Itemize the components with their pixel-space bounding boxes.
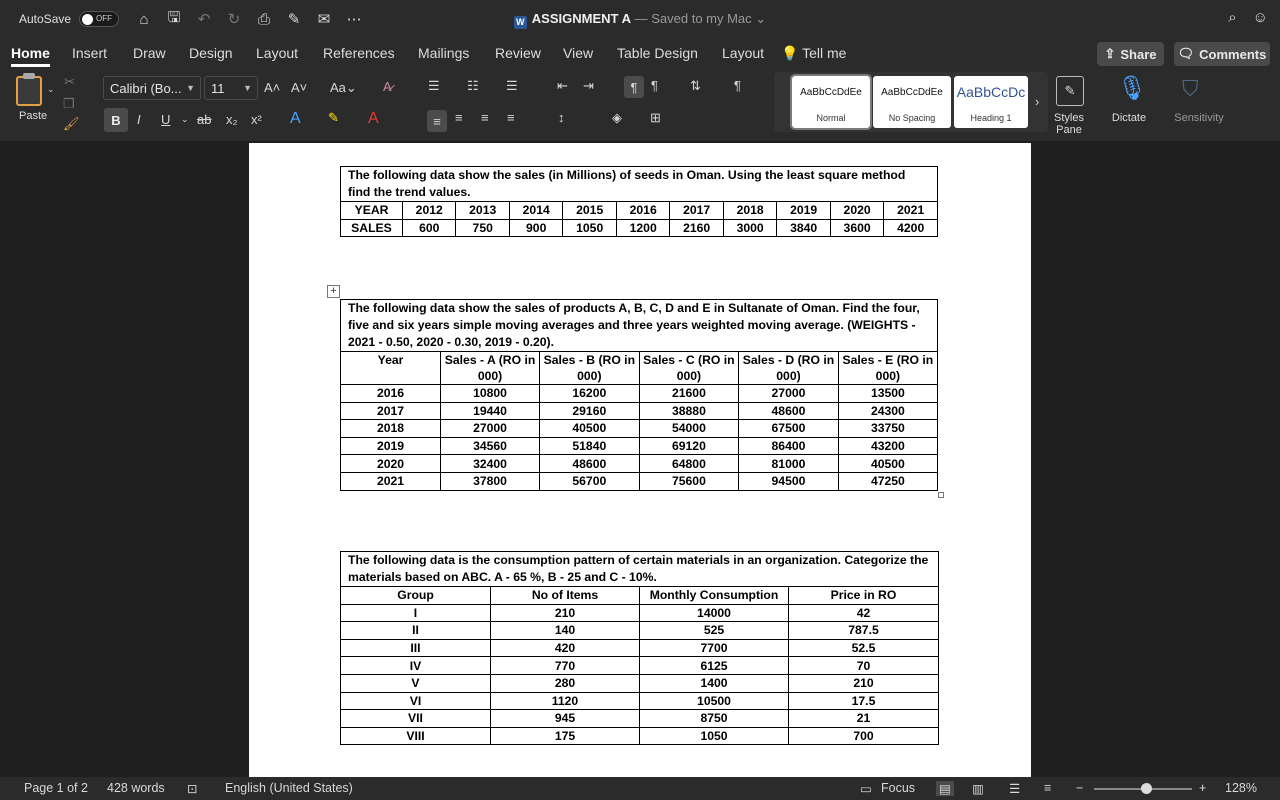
table-heading[interactable]: The following data show the sales of products A, B, C, D and E in Sultanate of Oman. Find the four, five and six years simple moving averages and three years weighted moving average. (WEIGHTS - 2021 - 0.50, 2020 - 0.30, 2019 - 0.20).	[341, 300, 938, 352]
share-button[interactable]: ⇪ Share	[1097, 42, 1164, 66]
search-icon[interactable]: ⌕	[1228, 9, 1237, 26]
print-icon[interactable]: ⎙	[258, 10, 271, 28]
chevron-down-icon[interactable]: ⌄	[181, 114, 189, 124]
ribbon-tabs	[0, 38, 1280, 68]
dictate-label[interactable]: Dictate	[1111, 112, 1147, 124]
bold-button[interactable]: B	[104, 108, 128, 132]
table-row: YEAR 2012 2013 2014 2015 2016 2017 2018 2019 2020 2021	[341, 202, 938, 220]
borders-icon[interactable]: ⊞	[650, 110, 661, 125]
feedback-smiley-icon[interactable]: ☺	[1252, 9, 1268, 26]
table-header-row: Year Sales - A (RO in 000) Sales - B (RO in 000) Sales - C (RO in 000) Sales - D (RO in 000) Sales - E (RO in 000)	[341, 352, 938, 385]
table-row: 2020 32400 48600 64800 81000 40500	[341, 455, 938, 473]
font-size-select[interactable]: 11 ▼	[204, 76, 258, 100]
web-layout-icon[interactable]: ▥	[972, 782, 984, 796]
styles-pane-icon[interactable]: ✎	[1056, 76, 1084, 106]
chevron-right-icon[interactable]: ›	[1035, 94, 1040, 109]
shading-icon[interactable]: ◈	[612, 110, 622, 125]
show-formatting-icon[interactable]: ¶	[734, 78, 741, 93]
edit-doc-icon[interactable]: ✎	[287, 11, 301, 28]
chevron-down-icon[interactable]: ⌄	[47, 84, 55, 94]
word-app-icon: W	[514, 16, 527, 29]
table-heading[interactable]: The following data show the sales (in Millions) of seeds in Oman. Using the least square method find the trend values.	[341, 167, 938, 202]
zoom-level[interactable]: 128%	[1225, 781, 1257, 795]
paste-label[interactable]: Paste	[19, 110, 48, 122]
styles-pane-label[interactable]: Styles Pane	[1054, 112, 1084, 136]
proofing-icon[interactable]: ⊡	[187, 782, 198, 796]
table-row: VI 1120 10500 17.5	[341, 692, 939, 710]
tab-table-design[interactable]: Table Design	[617, 45, 698, 61]
styles-gallery	[774, 72, 1048, 132]
tab-layout[interactable]: Layout	[256, 45, 299, 61]
table-row: I 210 14000 42	[341, 604, 939, 622]
strikethrough-icon[interactable]: ab	[197, 112, 212, 127]
chevron-down-icon: ▼	[243, 83, 252, 93]
comments-button[interactable]: 🗨 Comments	[1174, 42, 1270, 66]
tab-mailings[interactable]: Mailings	[418, 45, 470, 61]
moving-average-table[interactable]	[340, 299, 938, 491]
save-status: — Saved to my Mac	[634, 11, 752, 26]
style-normal[interactable]: AaBbCcDdEe Normal	[792, 76, 870, 128]
table-row: III 420 7700 52.5	[341, 639, 939, 657]
rtl-paragraph-icon[interactable]: ¶	[651, 78, 658, 93]
increase-indent-icon[interactable]: ⇥	[583, 78, 594, 93]
zoom-out-icon[interactable]: −	[1076, 781, 1084, 795]
tab-draw[interactable]: Draw	[133, 45, 166, 61]
home-icon[interactable]: ⌂	[139, 10, 149, 28]
mail-icon[interactable]: ✉	[317, 11, 331, 28]
bullets-icon[interactable]: ☰	[428, 78, 440, 93]
document-workspace	[0, 143, 1280, 777]
word-count[interactable]: 428 words	[107, 781, 165, 795]
tab-review[interactable]: Review	[495, 45, 541, 61]
share-icon: ⇪	[1104, 46, 1116, 61]
print-layout-icon[interactable]: ▤	[936, 781, 954, 796]
tab-table-layout[interactable]: Layout	[722, 45, 765, 61]
microphone-icon[interactable]: 🎙	[1117, 75, 1148, 102]
redo-icon[interactable]: ↻	[227, 11, 241, 28]
line-spacing-icon[interactable]: ↕	[558, 110, 565, 125]
chevron-down-icon: ▼	[186, 83, 195, 93]
sensitivity-label[interactable]: Sensitivity	[1174, 112, 1224, 124]
table-row: 2021 37800 56700 75600 94500 47250	[341, 472, 938, 490]
table-row: 2019 34560 51840 69120 86400 43200	[341, 437, 938, 455]
align-left-icon[interactable]: ≡	[427, 110, 447, 132]
sales-trend-table[interactable]	[340, 166, 938, 237]
table-row: II 140 525 787.5	[341, 622, 939, 640]
draft-view-icon[interactable]: ≡	[1044, 781, 1052, 795]
tab-tell-me[interactable]: 💡 Tell me	[781, 45, 847, 61]
table-row: SALES 600 750 900 1050 1200 2160 3000 3840 3600 4200	[341, 219, 938, 237]
outline-view-icon[interactable]: ☰	[1009, 782, 1021, 796]
copy-icon[interactable]: ❐	[63, 96, 75, 111]
cut-icon[interactable]: ✂	[64, 74, 75, 89]
font-color-icon[interactable]: A	[368, 110, 379, 127]
zoom-slider-handle[interactable]	[1141, 783, 1152, 794]
focus-mode-icon[interactable]: ▭	[860, 782, 872, 796]
status-bar	[0, 777, 1280, 800]
save-icon[interactable]: 🖫	[167, 8, 181, 26]
tab-references[interactable]: References	[323, 45, 395, 61]
align-center-icon[interactable]: ≡	[455, 110, 463, 125]
table-row: VII 945 8750 21	[341, 710, 939, 728]
style-heading-1[interactable]: AaBbCcDc Heading 1	[954, 76, 1028, 128]
shrink-font-icon[interactable]: A˅	[291, 80, 308, 95]
table-row: IV 770 6125 70	[341, 657, 939, 675]
more-icon[interactable]: ⋯	[346, 11, 362, 28]
italic-icon[interactable]: I	[137, 112, 141, 127]
superscript-icon[interactable]: x²	[251, 112, 262, 127]
table-move-handle-icon[interactable]: +	[327, 285, 340, 298]
text-effects-icon[interactable]: A	[290, 110, 301, 127]
subscript-icon[interactable]: x₂	[226, 112, 238, 127]
format-painter-icon[interactable]: 🖌	[63, 116, 80, 131]
chevron-down-icon[interactable]: ⌄	[755, 11, 767, 26]
sort-icon[interactable]: ⇅	[690, 78, 701, 93]
undo-icon[interactable]: ↶	[197, 11, 211, 28]
table-heading[interactable]: The following data is the consumption pattern of certain materials in an organization. Categorize the materials based on ABC. A - 65 %, B - 25 and C - 10%.	[341, 552, 939, 587]
font-name-select[interactable]: Calibri (Bo... ▼	[103, 76, 201, 100]
zoom-in-icon[interactable]: +	[1199, 781, 1207, 795]
table-row: 2018 27000 40500 54000 67500 33750	[341, 420, 938, 438]
autosave-label: AutoSave	[19, 12, 72, 26]
clear-formatting-icon[interactable]: A̷	[383, 79, 392, 94]
justify-icon[interactable]: ≡	[507, 110, 515, 125]
autosave-toggle[interactable]: OFF	[79, 11, 119, 27]
comment-icon: 🗨	[1177, 46, 1195, 61]
style-no-spacing[interactable]: AaBbCcDdEe No Spacing	[873, 76, 951, 128]
align-right-icon[interactable]: ≡	[481, 110, 489, 125]
multilevel-list-icon[interactable]: ☰	[506, 78, 518, 93]
table-row: V 280 1400 210	[341, 674, 939, 692]
table-row: 2017 19440 29160 38880 48600 24300	[341, 402, 938, 420]
focus-mode-label[interactable]: Focus	[881, 781, 916, 795]
ltr-paragraph-icon[interactable]: ¶	[624, 76, 644, 98]
abc-consumption-table[interactable]	[340, 551, 939, 745]
table-row: VIII 175 1050 700	[341, 727, 939, 745]
page-count[interactable]: Page 1 of 2	[24, 781, 88, 795]
tab-view[interactable]: View	[563, 45, 594, 61]
title-bar	[0, 0, 1280, 38]
highlight-icon[interactable]: ✎	[328, 110, 339, 125]
numbering-icon[interactable]: ☷	[467, 78, 479, 93]
table-header-row: Group No of Items Monthly Consumption Price in RO	[341, 587, 939, 605]
grow-font-icon[interactable]: A˄	[264, 80, 281, 95]
ribbon-home	[0, 68, 1280, 142]
lightbulb-icon: 💡	[781, 45, 799, 61]
table-resize-handle[interactable]	[938, 492, 944, 498]
paste-clipboard-icon[interactable]	[16, 76, 42, 106]
language-indicator[interactable]: English (United States)	[225, 781, 353, 795]
tab-insert[interactable]: Insert	[72, 45, 108, 61]
sensitivity-icon[interactable]: ⛉	[1182, 76, 1199, 101]
document-page[interactable]	[249, 143, 1031, 777]
decrease-indent-icon[interactable]: ⇤	[557, 78, 568, 93]
tab-home[interactable]: Home	[11, 45, 50, 61]
change-case-icon[interactable]: Aa⌄	[330, 80, 357, 95]
table-row: 2016 10800 16200 21600 27000 13500	[341, 385, 938, 403]
tab-design[interactable]: Design	[189, 45, 233, 61]
document-name[interactable]: ASSIGNMENT A	[531, 11, 631, 26]
underline-icon[interactable]: U	[161, 112, 171, 127]
